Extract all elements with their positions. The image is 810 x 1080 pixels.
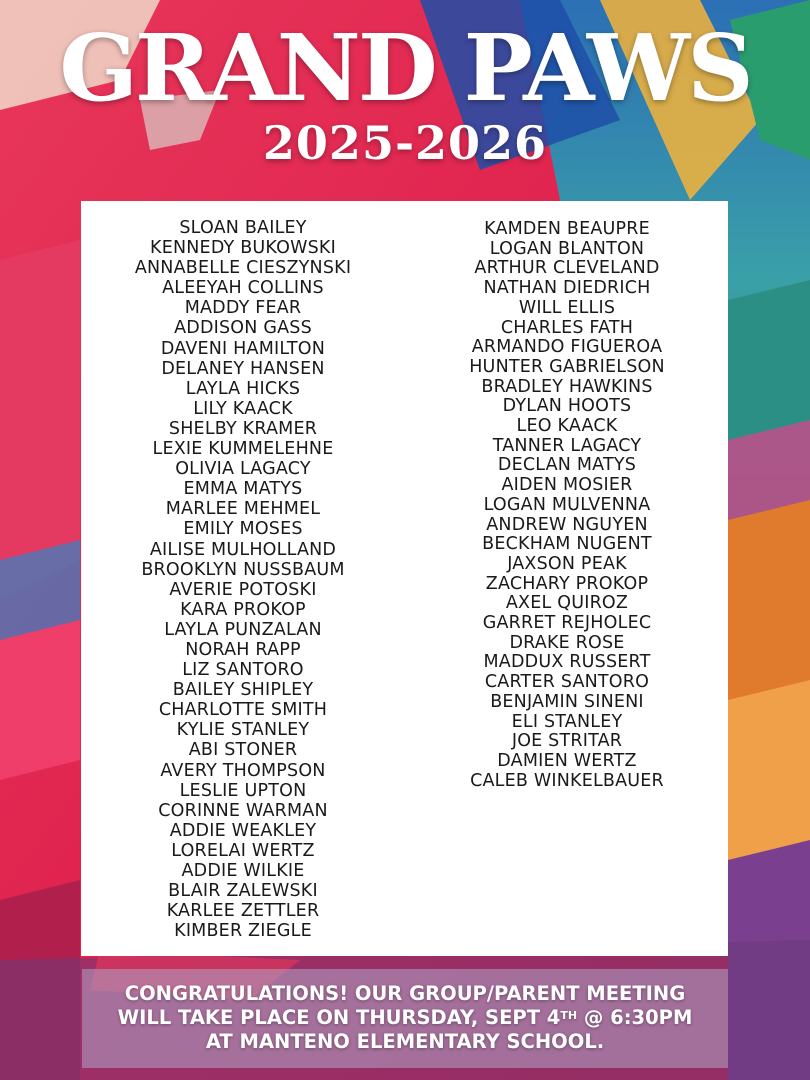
- school-year: 2025-2026: [262, 116, 548, 170]
- roster-name: KARA PROKOP: [180, 599, 306, 620]
- roster-name: CALEB WINKELBAUER: [470, 770, 664, 791]
- roster-name: KAMDEN BEAUPRE: [484, 219, 650, 239]
- roster-name: CORINNE WARMAN: [158, 800, 328, 821]
- roster-name: DRAKE ROSE: [509, 632, 625, 653]
- roster-name: KARLEE ZETTLER: [166, 901, 320, 922]
- roster-name: AILISE MULHOLLAND: [149, 539, 337, 560]
- roster-name: SHELBY KRAMER: [168, 418, 318, 439]
- roster-name: KENNEDY BUKOWSKI: [150, 238, 336, 259]
- roster-name: AVERY THOMPSON: [160, 760, 326, 781]
- roster-name: BRADLEY HAWKINS: [481, 376, 653, 397]
- roster-name: ZACHARY PROKOP: [485, 573, 649, 594]
- announcement-line-3: AT MANTENO ELEMENTARY SCHOOL.: [205, 1030, 605, 1053]
- meeting-announcement: [82, 982, 728, 1054]
- roster-name: HUNTER GABRIELSON: [469, 356, 665, 377]
- roster-name: ARMANDO FIGUEROA: [471, 337, 663, 358]
- roster-name: KIMBER ZIEGLE: [174, 921, 312, 942]
- announcement-line-2: [82, 1006, 728, 1030]
- roster-name: BENJAMIN SINENI: [490, 691, 644, 712]
- roster-name: ADDISON GASS: [174, 318, 312, 339]
- roster-name: CARTER SANTORO: [484, 672, 650, 693]
- announcement-line-2-text: WILL TAKE PLACE ON THURSDAY, SEPT 4: [117, 1006, 561, 1029]
- roster-name: CHARLOTTE SMITH: [158, 700, 328, 721]
- roster-name: ARTHUR CLEVELAND: [474, 258, 660, 279]
- roster-name: ANDREW NGUYEN: [486, 514, 648, 535]
- roster-name: LAYLA PUNZALAN: [164, 619, 322, 640]
- announcement-line-2-time: @ 6:30PM: [577, 1006, 693, 1029]
- roster-name: LAYLA HICKS: [185, 378, 301, 399]
- roster-name: OLIVIA LAGACY: [175, 459, 311, 480]
- roster-name: SLOAN BAILEY: [179, 218, 307, 238]
- roster-name: DECLAN MATYS: [497, 455, 637, 476]
- roster-name: WILL ELLIS: [518, 297, 616, 318]
- roster-name: NORAH RAPP: [185, 639, 301, 660]
- roster-name: AIDEN MOSIER: [501, 475, 633, 496]
- roster-name: LILY KAACK: [193, 398, 293, 419]
- roster-name: LIZ SANTORO: [182, 660, 304, 681]
- roster-name: ADDIE WEAKLEY: [169, 820, 317, 841]
- roster-name: TANNER LAGACY: [492, 435, 642, 456]
- roster-name: LESLIE UPTON: [179, 780, 307, 801]
- roster-name: EMMA MATYS: [183, 479, 303, 500]
- roster-name: DYLAN HOOTS: [502, 396, 632, 417]
- roster-name: NATHAN DIEDRICH: [483, 278, 651, 299]
- page-title: GRAND PAWS: [59, 14, 751, 122]
- roster-name: MADDY FEAR: [184, 298, 302, 319]
- roster-name: DAVENI HAMILTON: [160, 338, 326, 359]
- roster-name: BECKHAM NUGENT: [482, 534, 652, 555]
- roster-name: KYLIE STANLEY: [176, 720, 310, 741]
- ordinal-suffix: TH: [560, 1009, 578, 1022]
- roster-name: JOE STRITAR: [511, 731, 623, 752]
- roster-name: AXEL QUIROZ: [505, 593, 629, 614]
- roster-name: ABI STONER: [188, 740, 298, 761]
- roster-column-right: [405, 220, 729, 791]
- roster-name: LOGAN MULVENNA: [483, 494, 651, 515]
- roster-name: DAMIEN WERTZ: [497, 750, 637, 771]
- announcement-line-1: CONGRATULATIONS! OUR GROUP/PARENT MEETING: [124, 982, 686, 1005]
- roster-name: ALEEYAH COLLINS: [162, 278, 324, 299]
- roster-name: LEXIE KUMMELEHNE: [152, 439, 334, 460]
- roster-name: JAXSON PEAK: [507, 553, 627, 574]
- roster-name: DELANEY HANSEN: [161, 358, 325, 379]
- roster-name: LOGAN BLANTON: [489, 238, 645, 259]
- roster-name: MARLEE MEHMEL: [165, 499, 321, 520]
- roster-name: LORELAI WERTZ: [171, 840, 315, 861]
- roster-name: CHARLES FATH: [500, 317, 634, 338]
- roster-column-left: [81, 218, 405, 941]
- roster-name: ELI STANLEY: [511, 711, 623, 732]
- roster-name: ADDIE WILKIE: [181, 861, 305, 881]
- roster-name: BROOKLYN NUSSBAUM: [141, 559, 345, 580]
- roster-name: BLAIR ZALEWSKI: [168, 881, 318, 902]
- roster-name: BAILEY SHIPLEY: [172, 680, 314, 701]
- roster-name: ANNABELLE CIESZYNSKI: [134, 258, 352, 279]
- roster-name: GARRET REJHOLEC: [482, 613, 652, 634]
- roster-name: MADDUX RUSSERT: [483, 652, 651, 673]
- roster-name: AVERIE POTOSKI: [169, 579, 317, 600]
- roster-name: LEO KAACK: [516, 416, 618, 437]
- roster-name: EMILY MOSES: [183, 519, 303, 540]
